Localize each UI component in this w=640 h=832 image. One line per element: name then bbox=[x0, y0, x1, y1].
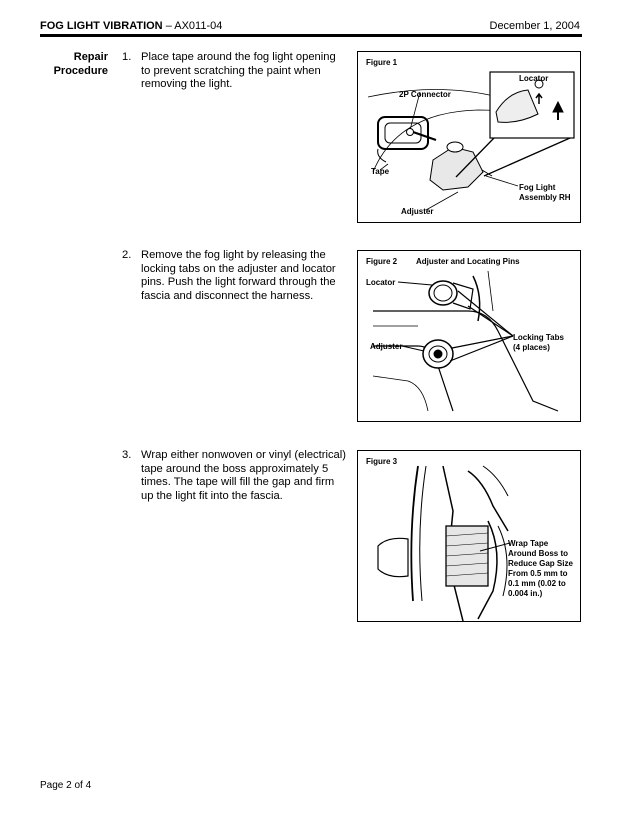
header-title-group bbox=[40, 20, 222, 32]
label-locator: Locator bbox=[366, 278, 396, 287]
doc-title: FOG LIGHT VIBRATION bbox=[40, 20, 163, 32]
figure-title: Figure 3 bbox=[366, 457, 398, 466]
figure-1 bbox=[357, 51, 581, 223]
label-assembly-rh: Assembly RH bbox=[519, 193, 571, 202]
figure-3 bbox=[357, 450, 581, 622]
step-text: Place tape around the fog light opening to prevent scratching the paint when removing the light. bbox=[141, 51, 336, 90]
label-locator: Locator bbox=[519, 74, 549, 83]
figure-2 bbox=[357, 250, 581, 422]
step-text: Wrap either nonwoven or vinyl (electrical) tape around the boss approximately 5 times. The tape will fill the gap and firm up the light fit into the fascia. bbox=[141, 449, 346, 502]
section-label bbox=[54, 50, 108, 78]
callout-line-2: Around Boss to bbox=[508, 549, 568, 558]
callout-line-1: Wrap Tape bbox=[508, 539, 549, 548]
figure-caption: Adjuster and Locating Pins bbox=[416, 257, 520, 266]
section-label-line2: Procedure bbox=[53, 65, 108, 77]
callout-line-3: Reduce Gap Size bbox=[508, 559, 573, 568]
step-number: 1. bbox=[122, 51, 132, 63]
label-locking-tabs: Locking Tabs bbox=[513, 333, 564, 342]
doc-code: – AX011-04 bbox=[165, 20, 223, 32]
step-number: 2. bbox=[122, 249, 132, 261]
page-header bbox=[40, 20, 580, 34]
header-rule bbox=[40, 34, 582, 37]
callout-line-5: 0.1 mm (0.02 to bbox=[508, 579, 566, 588]
figure-3-illustration bbox=[358, 451, 580, 621]
figure-title: Figure 1 bbox=[366, 58, 398, 67]
callout-line-4: From 0.5 mm to bbox=[508, 569, 568, 578]
label-four-places: (4 places) bbox=[513, 343, 550, 352]
doc-date: December 1, 2004 bbox=[489, 20, 580, 32]
section-label-line1: Repair bbox=[73, 51, 108, 63]
figure-title: Figure 2 bbox=[366, 257, 398, 266]
step-number: 3. bbox=[122, 449, 132, 461]
step-text: Remove the fog light by releasing the locking tabs on the adjuster and locator pins. Push the light forward through the fascia and disconnect the harness. bbox=[141, 249, 336, 302]
callout-line-6: 0.004 in.) bbox=[508, 589, 543, 598]
label-tape: Tape bbox=[371, 167, 390, 176]
label-adjuster: Adjuster bbox=[370, 342, 403, 351]
label-2p-connector: 2P Connector bbox=[399, 90, 451, 99]
label-fog-light: Fog Light bbox=[519, 183, 556, 192]
page-number: Page 2 of 4 bbox=[40, 780, 92, 791]
label-adjuster: Adjuster bbox=[401, 207, 434, 216]
